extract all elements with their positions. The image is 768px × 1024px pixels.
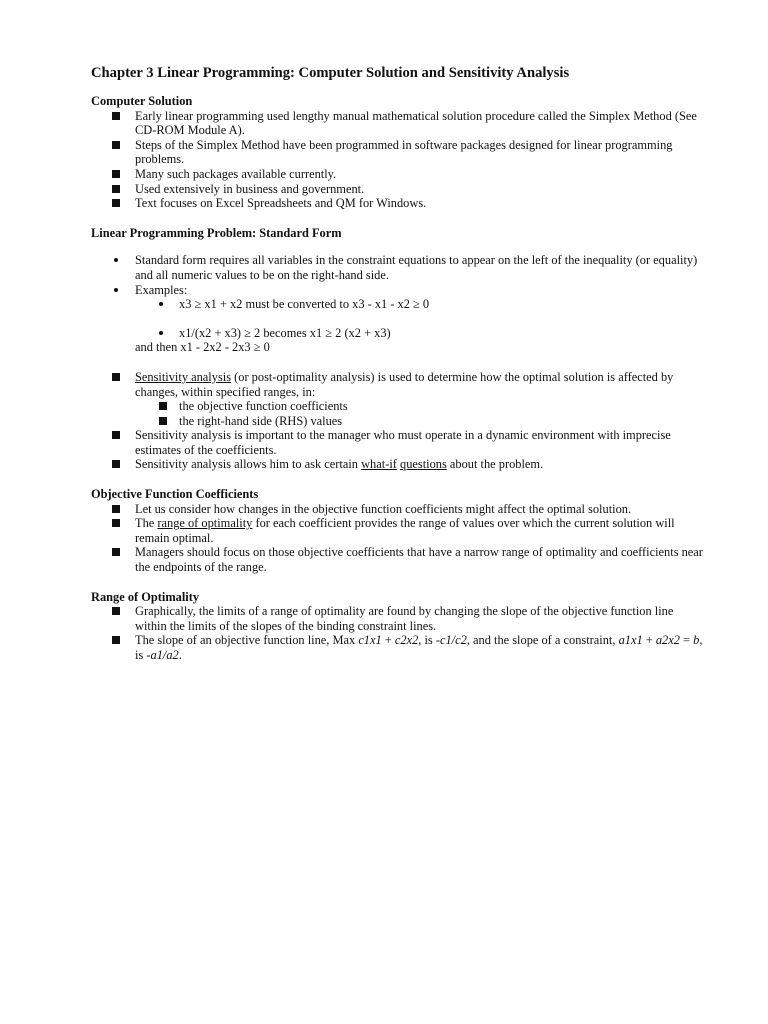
list-range-of-optimality: [91, 604, 708, 662]
square-bullet-icon: [112, 548, 120, 556]
chapter-title: Linear Programming: Computer Solution and Sensitivity Analysis: [153, 65, 570, 81]
list-item: the right-hand side (RHS) values: [91, 414, 708, 429]
page-title: [91, 64, 708, 82]
list-item: Early linear programming used lengthy manual mathematical solution procedure called the Simplex Method (See CD-ROM Module A).: [91, 109, 708, 138]
list-item: Let us consider how changes in the objective function coefficients might affect the optimal solution.: [91, 502, 708, 517]
heading-range-of-optimality: Range of Optimality: [91, 589, 200, 604]
dot-bullet-icon: [114, 288, 118, 292]
square-bullet-icon: [112, 431, 120, 439]
list-item: the objective function coefficients: [91, 399, 708, 414]
list-sensitivity-sub: [91, 399, 708, 428]
dot-bullet-icon: [159, 331, 163, 335]
square-bullet-icon: [112, 519, 120, 527]
square-bullet-icon: [112, 460, 120, 468]
square-bullet-icon: [112, 636, 120, 644]
list-item: Examples:: [91, 283, 708, 298]
square-bullet-icon: [112, 505, 120, 513]
list-item: Used extensively in business and government.: [91, 182, 708, 197]
what-if-term: what-if: [361, 457, 397, 472]
square-bullet-icon: [112, 607, 120, 615]
list-sensitivity-2: [91, 428, 708, 472]
heading-standard-form: Linear Programming Problem: Standard Form: [91, 225, 342, 240]
list-standard-form: [91, 253, 708, 297]
list-item: Graphically, the limits of a range of optimality are found by changing the slope of the objective function line within the limits of the slopes of the binding constraint lines.: [91, 604, 708, 633]
questions-term: questions: [400, 457, 447, 472]
list-item: The slope of an objective function line, Max c1x1 + c2x2, is -c1/c2, and the slope of a constraint, a1x1 + a2x2 = b, is -a1/a2.: [91, 633, 708, 662]
list-item: x3 ≥ x1 + x2 must be converted to x3 - x1 - x2 ≥ 0: [91, 297, 708, 312]
dot-bullet-icon: [114, 258, 118, 262]
square-bullet-icon: [112, 199, 120, 207]
sensitivity-analysis-term: Sensitivity analysis: [135, 369, 232, 384]
list-item: x1/(x2 + x3) ≥ 2 becomes x1 ≥ 2 (x2 + x3): [91, 326, 708, 341]
and-then-line: and then x1 - 2x2 - 2x3 ≥ 0: [135, 340, 270, 355]
dot-bullet-icon: [159, 302, 163, 306]
list-item: Steps of the Simplex Method have been programmed in software packages designed for linear programming problems.: [91, 138, 708, 167]
list-examples-2: [91, 326, 708, 341]
chapter-label: Chapter 3: [91, 65, 154, 81]
heading-computer-solution: Computer Solution: [91, 94, 193, 108]
list-item: Standard form requires all variables in the constraint equations to appear on the left of the inequality (or equality) and all numeric values to be on the right-hand side.: [91, 253, 708, 282]
range-of-optimality-term: range of optimality: [157, 516, 253, 531]
square-bullet-icon: [159, 417, 167, 425]
square-bullet-icon: [112, 185, 120, 193]
list-item: The range of optimality for each coefficient provides the range of values over which the current solution will remain optimal.: [91, 516, 708, 545]
square-bullet-icon: [112, 373, 120, 381]
list-sensitivity: [91, 370, 708, 399]
square-bullet-icon: [112, 112, 120, 120]
list-item: Sensitivity analysis is important to the manager who must operate in a dynamic environment with imprecise estimates of the coefficients.: [91, 428, 708, 457]
list-item: Managers should focus on those objective coefficients that have a narrow range of optimality and coefficients near the endpoints of the range.: [91, 545, 708, 574]
heading-objective-coefficients: Objective Function Coefficients: [91, 487, 259, 502]
list-computer-solution: [91, 109, 708, 211]
list-item: Sensitivity analysis allows him to ask certain what-if questions about the problem.: [91, 457, 708, 472]
list-item: Many such packages available currently.: [91, 167, 708, 182]
square-bullet-icon: [112, 170, 120, 178]
list-examples: [91, 297, 708, 312]
square-bullet-icon: [112, 141, 120, 149]
list-item: Text focuses on Excel Spreadsheets and QM for Windows.: [91, 196, 708, 211]
list-item: Sensitivity analysis (or post-optimality analysis) is used to determine how the optimal solution is affected by changes, within specified ranges, in:: [91, 370, 708, 399]
square-bullet-icon: [159, 402, 167, 410]
list-objective-coefficients: [91, 502, 708, 575]
